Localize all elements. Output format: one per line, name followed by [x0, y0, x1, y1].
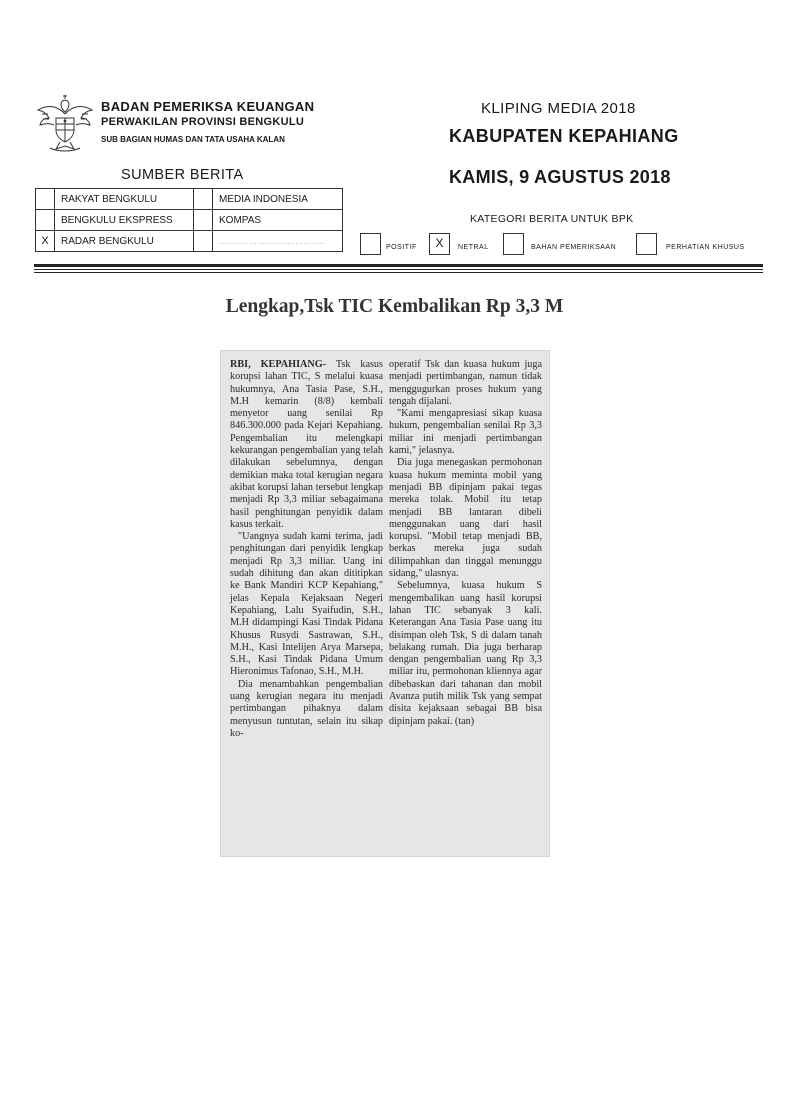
source-row [36, 210, 343, 231]
region-title: KABUPATEN KEPAHIANG [449, 126, 679, 146]
article-paragraph-text: Tsk kasus korupsi lahan TIC, S melalui kuasa hukumnya, Ana Tasia Pase, S.H., M.H kemarin (8/8) kembali menyetor uang senilai Rp 846.300.000 pada Kejari Kepahiang. Pengembalian itu melengkapi kekurangan pengembalian yang telah dilakukan sebelumnya, dengan demikian maka total kerugian negara akibat korupsi lahan tersebut lengkap menjadi Rp 3,3 miliar sebagaimana hasil penghitungan penyidik dalam kasus terkait. [230, 359, 383, 530]
article-paragraph: Dia juga menegaskan permohonan kuasa hukum meminta mobil yang menjadi BB dipinjam pakai tegas mereka tolak. Mobil itu tetap menjadi BB lantaran dibeli menggunakan uang dari hasil korupsi. "Mobil tetap menjadi BB, berkas mereka juga sudah dilimpahkan dan tinggal menunggu sidang," ulasnya. [389, 457, 542, 580]
header-divider [34, 269, 763, 270]
kliping-title: KLIPING MEDIA 2018 [481, 100, 636, 117]
article-paragraph: operatif Tsk dan kuasa hukum juga menjadi pertimbangan, namun tidak menggugurkan proses hukum yang tengah dijalani. [389, 359, 542, 407]
article-paragraph [230, 359, 383, 531]
article-headline: Lengkap,Tsk TIC Kembalikan Rp 3,3 M [225, 296, 564, 317]
article-paragraph: "Kami mengapresiasi sikap kuasa hukum, pengembalian senilai Rp 3,3 miliar ini menjadi pertimbangan kami," jelasnya. [389, 408, 542, 457]
header-divider [34, 264, 763, 267]
source-checkbox [194, 231, 213, 252]
garuda-emblem-icon [34, 92, 96, 154]
category-label-positif: POSITIF [386, 244, 417, 251]
category-label-bahan-pemeriksaan: BAHAN PEMERIKSAAN [531, 244, 617, 251]
org-branch: PERWAKILAN PROVINSI BENGKULU [101, 116, 305, 128]
source-name: KOMPAS [213, 210, 343, 231]
category-checkbox-bahan-pemeriksaan [503, 233, 524, 255]
source-table [35, 188, 343, 252]
article-paragraph: "Uangnya sudah kami terima, jadi penghitungan dari penyidik lengkap menjadi Rp 3,3 miliar. Uang ini sudah dihitung dan akan dititipkan ke Bank Mandiri KCP Kepahiang," jelas Kepala Kejaksaan Negeri Kepahiang, Lalu Syaifudin, S.H., M.H didampingi Kasi Tindak Pidana Khusus Rusydi Sastrawan, S.H., M.H., Kasi Intelijen Arya Marsepa, S.H., Kasi Tindak Pidana Umum Hieronimus Tafonao, S.H., M.H. [230, 531, 383, 678]
article-column-2 [389, 359, 542, 728]
source-checkbox [194, 210, 213, 231]
source-name: RAKYAT BENGKULU [55, 189, 194, 210]
org-name: BADAN PEMERIKSA KEUANGAN [101, 99, 315, 114]
article-paragraph: Dia menambahkan pengembalian uang kerugian negara itu menjadi pertimbangan pihaknya dalam menyusun tuntutan, selain itu sikap ko- [230, 678, 383, 739]
article-column-1 [230, 359, 383, 740]
category-checkbox-positif [360, 233, 381, 255]
source-section-title: SUMBER BERITA [121, 167, 244, 183]
source-name: RADAR BENGKULU [55, 231, 194, 252]
source-name: BENGKULU EKSPRESS [55, 210, 194, 231]
article-paragraph: Sebelumnya, kuasa hukum S mengembalikan uang hasil korupsi lahan TIC sebanyak 3 kali. Keterangan Ana Tasia Pase uang itu disimpan oleh Tsk, S di dalam tanah belakang rumah. Dia juga berharap dengan pengembalian uang Rp 3,3 miliar itu, permohonan kliennya agar dibebaskan dari tahanan dan mobil Avanza putih milik Tsk yang sempat disita kejaksaan sebagai BB bisa dipinjam pakai. (tan) [389, 580, 542, 727]
newspaper-clipping [221, 351, 549, 856]
article-dateline: RBI, KEPAHIANG- [230, 359, 327, 370]
source-checkbox [194, 189, 213, 210]
category-label-netral: NETRAL [458, 244, 489, 251]
org-division: SUB BAGIAN HUMAS DAN TATA USAHA KALAN [101, 135, 285, 144]
source-row [36, 189, 343, 210]
category-section-title: KATEGORI BERITA UNTUK BPK [470, 213, 634, 225]
source-name: MEDIA INDONESIA [213, 189, 343, 210]
source-other-blank: ....................................... [213, 231, 343, 252]
source-checkbox [36, 210, 55, 231]
source-checkbox: X [36, 231, 55, 252]
category-label-perhatian-khusus: PERHATIAN KHUSUS [666, 244, 745, 251]
publication-date: KAMIS, 9 AGUSTUS 2018 [449, 167, 671, 187]
category-checkbox-netral: X [429, 233, 450, 255]
category-checkbox-perhatian-khusus [636, 233, 657, 255]
header-divider [34, 272, 763, 273]
source-row [36, 231, 343, 252]
source-checkbox [36, 189, 55, 210]
